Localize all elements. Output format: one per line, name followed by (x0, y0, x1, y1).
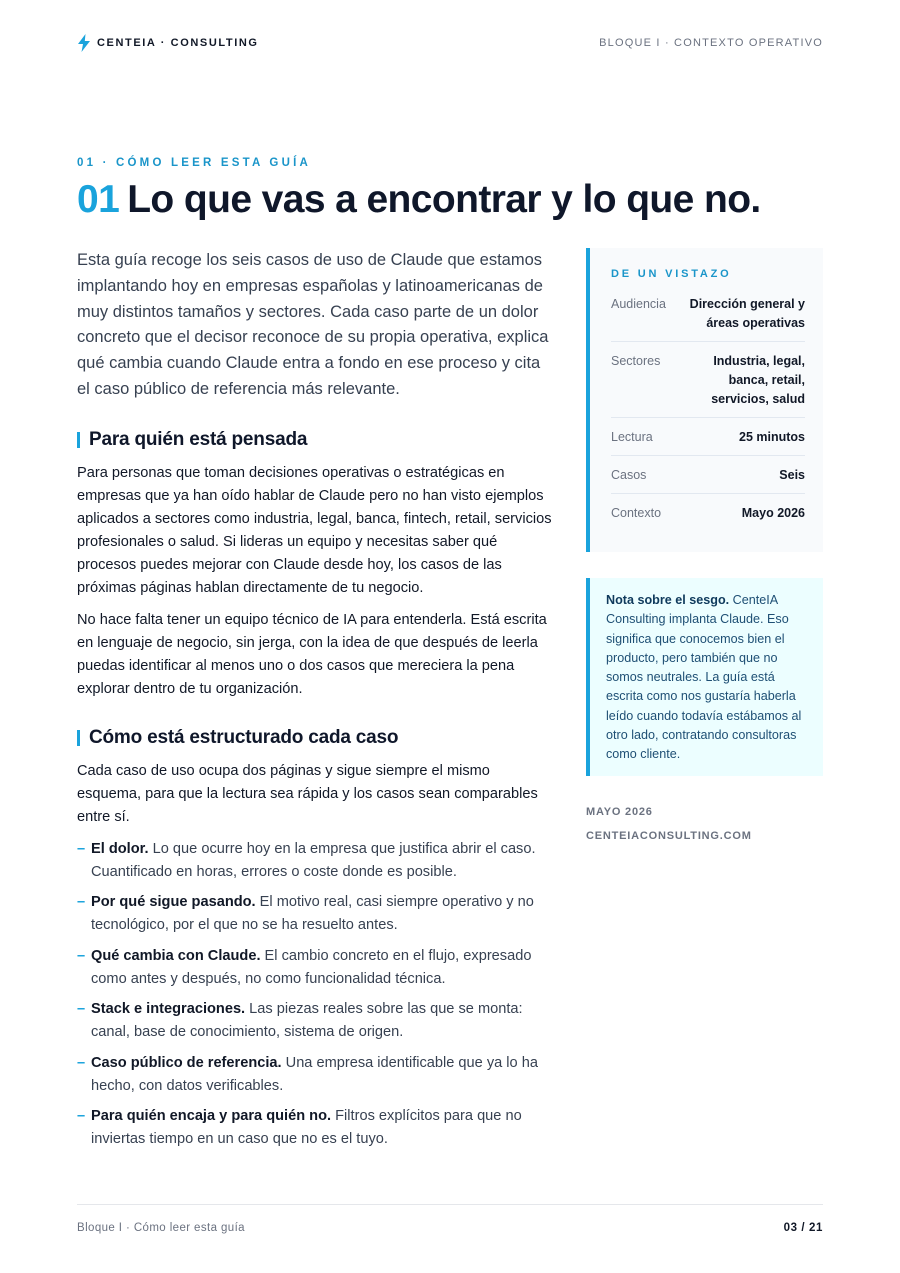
list-item (77, 838, 552, 884)
section-heading-audience (77, 429, 552, 451)
website-link: CENTEIACONSULTING.COM (586, 830, 752, 842)
section-heading-structure (77, 727, 552, 749)
structure-list (77, 838, 552, 1152)
page-title (77, 178, 761, 222)
glance-label: Sectores (611, 354, 661, 368)
title-text: Lo que vas a encontrar y lo que no. (127, 178, 761, 221)
list-text: Las piezas reales sobre las que se monta: canal, base de conocimiento, sistema de origen. (91, 1001, 523, 1041)
heading-accent-bar (77, 432, 80, 448)
glance-value: Industria, legal, banca, retail, servicios, salud (711, 354, 805, 406)
glance-label: Casos (611, 468, 647, 482)
structure-intro: Cada caso de uso ocupa dos páginas y sigue siempre el mismo esquema, para que la lectura sea rápida y los casos sean comparables entre sí. (77, 762, 538, 825)
list-text: Filtros explícitos para que no inviertas tiempo en un caso que no es el tuyo. (91, 1108, 522, 1148)
dash-bullet: – (77, 947, 86, 964)
audience-paragraph-1: Para personas que toman decisiones operativas o estratégicas en empresas que ya han oído hablar de Claude pero no han visto ejemplos aplicados a sectores como industria, legal, banca, fintech, retail, servicios profesionales o salud. Si lideras un equipo y necesitas saber qué procesos puedes mejorar con Claude desde hoy, los casos de las próximas páginas hablan directamente de tu negocio. (77, 464, 552, 596)
lightning-bolt-icon (77, 34, 91, 52)
page-header (77, 34, 823, 52)
list-term: Qué cambia con Claude. (91, 947, 261, 964)
list-item (77, 891, 552, 937)
section-heading-text: Para quién está pensada (89, 428, 308, 450)
glance-row-reading (611, 428, 805, 456)
eyebrow: 01 · CÓMO LEER ESTA GUÍA (77, 157, 311, 169)
glance-label: Contexto (611, 506, 662, 520)
publication-meta (586, 800, 752, 848)
brand-name: CENTEIA · CONSULTING (97, 37, 259, 49)
dash-bullet: – (77, 1108, 86, 1125)
list-text: Lo que ocurre hoy en la empresa que justifica abrir el caso. Cuantificado en horas, errores o coste donde es posible. (91, 840, 536, 880)
list-text: Una empresa identificable que ya lo ha hecho, con datos verificables. (91, 1054, 538, 1094)
glance-label: Audiencia (611, 297, 666, 311)
list-text: El cambio concreto en el flujo, expresado como antes y después, no como funcionalidad técnica. (91, 947, 532, 987)
glance-title: DE UN VISTAZO (611, 268, 732, 280)
dash-bullet: – (77, 840, 86, 857)
list-item (77, 1052, 552, 1098)
list-term: Por qué sigue pasando. (91, 894, 256, 911)
glance-row-sectors (611, 352, 805, 418)
section-label: BLOQUE I · CONTEXTO OPERATIVO (599, 37, 823, 49)
lead-paragraph: Esta guía recoge los seis casos de uso de Claude que estamos implantando hoy en empresas españolas y latinoamericanas de muy distintos tamaños y sectores. Cada caso parte de un dolor concreto que el decisor reconoce de su propia operativa, explica qué cambia cuando Claude entra a fondo en ese proceso y cita el caso público de referencia más relevante. (77, 251, 549, 398)
glance-value: 25 minutos (739, 430, 805, 444)
chapter-number: 01 (77, 178, 120, 221)
glance-row-cases (611, 466, 805, 494)
glance-value: Seis (779, 468, 805, 482)
section-heading-text: Cómo está estructurado cada caso (89, 726, 399, 748)
main-column (77, 248, 552, 1159)
dash-bullet: – (77, 1001, 86, 1018)
list-item (77, 945, 552, 991)
list-item (77, 1105, 552, 1151)
glance-row-audience (611, 295, 805, 342)
heading-accent-bar (77, 730, 80, 746)
list-term: Caso público de referencia. (91, 1054, 282, 1071)
list-item (77, 998, 552, 1044)
brand (77, 34, 259, 52)
page-number: 03 / 21 (783, 1222, 823, 1234)
structure-section (77, 727, 552, 1152)
glance-row-context (611, 504, 805, 531)
note-title: Nota sobre el sesgo. (606, 593, 730, 607)
list-term: El dolor. (91, 840, 149, 857)
dash-bullet: – (77, 894, 86, 911)
publication-date: MAYO 2026 (586, 806, 653, 818)
footer-divider (77, 1204, 823, 1205)
bias-note (586, 578, 823, 776)
list-term: Para quién encaja y para quién no. (91, 1108, 332, 1125)
dash-bullet: – (77, 1054, 86, 1071)
audience-paragraph-2: No hace falta tener un equipo técnico de IA para entenderla. Está escrita en lenguaje de negocio, sin jerga, con la idea de que después de leerla puedas identificar al menos uno o dos casos que mereciera la pena explorar dentro de tu organización. (77, 611, 547, 697)
at-a-glance-box (586, 248, 823, 552)
glance-label: Lectura (611, 430, 653, 444)
list-term: Stack e integraciones. (91, 1001, 246, 1018)
glance-value: Mayo 2026 (741, 506, 805, 520)
glance-value: Dirección general y áreas operativas (689, 297, 805, 330)
note-text: CenteIA Consulting implanta Claude. Eso significa que conocemos bien el producto, pero también que no somos neutrales. La guía está escrita como nos gustaría haberla leído cuando todavía estábamos al otro lado, contratando consultoras como cliente. (606, 593, 802, 762)
list-text: El motivo real, casi siempre operativo y no tecnológico, por el que no se ha resuelto antes. (91, 894, 534, 934)
footer-breadcrumb: Bloque I · Cómo leer esta guía (77, 1222, 245, 1234)
